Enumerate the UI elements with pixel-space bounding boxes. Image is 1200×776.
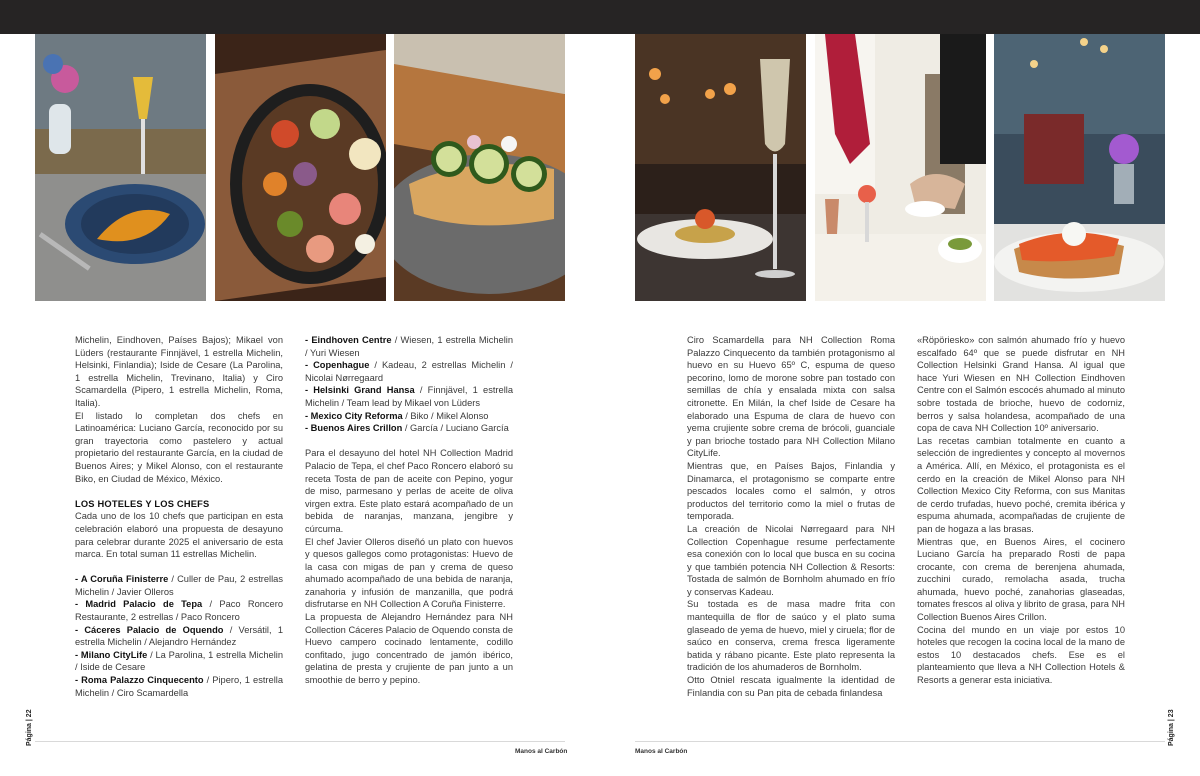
- hotel-name: - Buenos Aires Crillon: [305, 423, 403, 434]
- hotel-name: - Milano CityLife: [75, 649, 148, 660]
- paragraph: Otto Otniel rescata igualmente la identidad de Finlandia con su Pan pita de cebada finlandesa: [687, 675, 895, 698]
- paragraph: Mientras que, en Países Bajos, Finlandia y Dinamarca, el protagonismo se comparte entre pescados locales como el salmón, y otros productos del territorio como la miel o frutas de temporada.: [687, 460, 895, 522]
- hotel-list-item: [305, 359, 513, 384]
- paragraph: La creación de Nicolai Nørregaard para NH Collection Copenhague resume perfectamente esa conexión con lo local que busca en su cocina y que también potencia NH Collection & Resorts: Tostada de salmón de Bornholm ahumado en frío y conservas Kadeau.: [687, 523, 895, 597]
- hotel-list-item: [75, 674, 283, 699]
- hotel-name: - Roma Palazzo Cinquecento: [75, 675, 204, 686]
- paragraph: La propuesta de Alejandro Hernández para NH Collection Cáceres Palacio de Oquendo consta de Huevo campero cocinado lentamente, codillo confitado, jugo concentrado de jamón ibérico, gelatina de presta y crujiente de pan junto a un smoothie de berro y pepino.: [305, 612, 513, 686]
- hotel-detail: / Biko / Mikel Alonso: [402, 410, 489, 421]
- hotel-list-item: [305, 410, 513, 423]
- paragraph: Cocina del mundo en un viaje por estos 10 hoteles que recogen la cocina local de la mano de estos 10 destacados chefs. Ese es el planteamiento que lleva a NH Collection Hotels & Resorts a generar esta iniciativa.: [917, 624, 1125, 686]
- paragraph: Mientras que, en Buenos Aires, el cocinero Luciano García ha preparado Rosti de papa crocante, con crema de berenjena ahumada, zucchini curado, remolacha asada, trucha ahumada, huevo poché, zanahorias glaseadas, tomates frescos al oliva y librito de grasa, para NH Collection Buenos Aires Crillon.: [917, 536, 1125, 623]
- hotel-list-item: [305, 384, 513, 409]
- hotel-detail: / Kadeau, 2 estrellas Michelin / Nicolai Nørregaard: [305, 360, 513, 383]
- hotel-detail: / Pipero, 1 estrella Michelin / Ciro Scamardella: [75, 675, 284, 698]
- hotel-list-item: [75, 573, 283, 598]
- waiter-serving-photo: [815, 34, 986, 301]
- plated-squash-dish-photo: [35, 34, 206, 301]
- hotel-name: - Copenhague: [305, 360, 370, 371]
- page-number-text: Página | 22: [26, 709, 33, 746]
- footer-rule-left: [35, 741, 565, 742]
- hotel-detail: / La Parolina, 1 estrella Michelin / Iside de Cesare: [75, 649, 284, 673]
- hotel-name: - Madrid Palacio de Tepa: [75, 599, 203, 610]
- section-heading: LOS HOTELES Y LOS CHEFS: [75, 498, 210, 509]
- hotel-name: - Mexico City Reforma: [305, 410, 403, 421]
- page-number-text: Página | 23: [1168, 709, 1175, 746]
- toast-on-slate-photo: [394, 34, 565, 301]
- paragraph: Michelin, Eindhoven, Países Bajos); Mikael von Lüders (restaurante Finnjävel, 1 estrella Michelin, Helsinki, Finlandia); Iside de Cesare (La Parolina, 1 estrella Michelin, Trevinano, Italia) y Ciro Scamardella (Pipero, 1 estrella Michelin, Roma, Italia).: [75, 335, 283, 408]
- hotel-detail: / García / Luciano García: [402, 423, 509, 434]
- hotel-name: - A Coruña Finisterre: [75, 574, 169, 585]
- hotel-name: - Eindhoven Centre: [305, 335, 392, 345]
- paragraph: El chef Javier Olleros diseñó un plato con huevos y quesos gallegos como protagonistas: Huevo de la casa con migas de pan y crema de queso ahumado acompañado de una bebida de naranja, zanahoria y infusión de manzanilla, que podrá disfrutarse en NH Collection A Coruña Finisterre.: [305, 536, 513, 610]
- paragraph: Cada uno de los 10 chefs que participan en esta celebración elaboró una propuesta de desayuno para celebrar durante 2025 el aniversario de esta marca. En total suman 11 estrellas Michelin.: [75, 511, 283, 560]
- footer-rule-right: [635, 741, 1165, 742]
- publication-name-right: Manos al Carbón: [635, 748, 688, 755]
- paragraph: Las recetas cambian totalmente en cuanto a selección de ingredientes y concepto al movernos a América. Allí, en México, el protagonista es el cerdo en la creación de Mikel Alonso para NH Collection Mexico City Reforma, con sus Manitas de cerdo trufadas, huevo poché, cremita ibérica y espuma ahumada, acompañadas de crujiente de pan de hogaza a las brasas.: [917, 435, 1125, 534]
- hotel-detail: / Versátil, 1 estrella Michelin / Alejandro Hernández: [75, 624, 283, 648]
- hotel-list-item: [305, 422, 513, 435]
- paragraph: Ciro Scamardella para NH Collection Roma Palazzo Cinquecento da también protagonismo al huevo en su Huevo 65º C, espuma de queso pecorino, lomo de morone sobre pan tostado con semillas de chía y ensalada mixta con salsa citronette. En Milán, la chef Iside de Cesare ha elaborado una Espuma de clara de huevo con yema crujiente sobre crema de brócoli, guanciale y pan brioche tostado para NH Collection Milano CityLife.: [687, 335, 895, 459]
- text-column-2: [305, 334, 513, 687]
- hotel-list-item: [305, 334, 513, 359]
- hotel-name: - Cáceres Palacio de Oquendo: [75, 624, 224, 635]
- hotel-detail: / Finnjävel, 1 estrella Michelin / Team lead by Mikael von Lüders: [305, 385, 513, 408]
- page-number-right: [1168, 706, 1180, 746]
- paragraph: Para el desayuno del hotel NH Collection Madrid Palacio de Tepa, el chef Paco Roncero elaboró su receta Tosta de pan de aceite con Pepino, yogur de miso, parmesano y perlas de aceite de oliva virgen extra. Este plato estará acompañado de un bebida de naranjas, manzana, jengibre y cúrcuma.: [305, 448, 513, 534]
- page-number-left: [26, 706, 38, 746]
- paragraph: Su tostada es de masa madre frita con mantequilla de flor de saúco y el plato suma glaseado de yema de huevo, miel y ciruela; flor de saúco en conserva, crema fresca ligeramente batida y rábano picante. Este plato representa la tradición de los ahumaderos de Bornholm.: [687, 599, 895, 673]
- text-column-3: [687, 334, 895, 699]
- skillet-vegetables-photo: [215, 34, 386, 301]
- hotel-list-item: [75, 649, 283, 674]
- hotel-list-item: [75, 624, 283, 649]
- hotel-detail: / Wiesen, 1 estrella Michelin / Yuri Wiesen: [305, 335, 513, 358]
- text-column-1: [75, 334, 283, 699]
- hotel-detail: / Paco Roncero Restaurante, 2 estrellas / Paco Roncero: [75, 599, 283, 623]
- paragraph: El listado lo completan dos chefs en Latinoamérica: Luciano García, reconocido por su gran trayectoria como pastelero y actual propietario del restaurante García, en la ciudad de Buenos Aires; y Mikel Alonso, con el restaurante Biko, en Ciudad de México, México.: [75, 410, 283, 484]
- top-bar: [0, 0, 1200, 34]
- hotel-name: - Helsinki Grand Hansa: [305, 385, 415, 396]
- tartar-with-cava-photo: [635, 34, 806, 301]
- publication-name-left: Manos al Carbón: [515, 748, 568, 755]
- hotel-detail: / Culler de Pau, 2 estrellas Michelin / Javier Olleros: [75, 574, 283, 597]
- hotel-list-item: [75, 598, 283, 623]
- salmon-toast-photo: [994, 34, 1165, 301]
- paragraph: «Röpöriesko» con salmón ahumado frío y huevo escalfado 64º que se puede disfrutar en NH Collection Helsinki Grand Hansa. Al igual que hace Yuri Wiesen en NH Collection Eindhoven Centre con el Salmón escocés ahumado al minuto sobre tostada de brioche, huevo de codorniz, berros y salsa holandesa, acompañado de una copa de cava NH Collection 10º aniversario.: [917, 335, 1125, 434]
- text-column-4: [917, 334, 1125, 687]
